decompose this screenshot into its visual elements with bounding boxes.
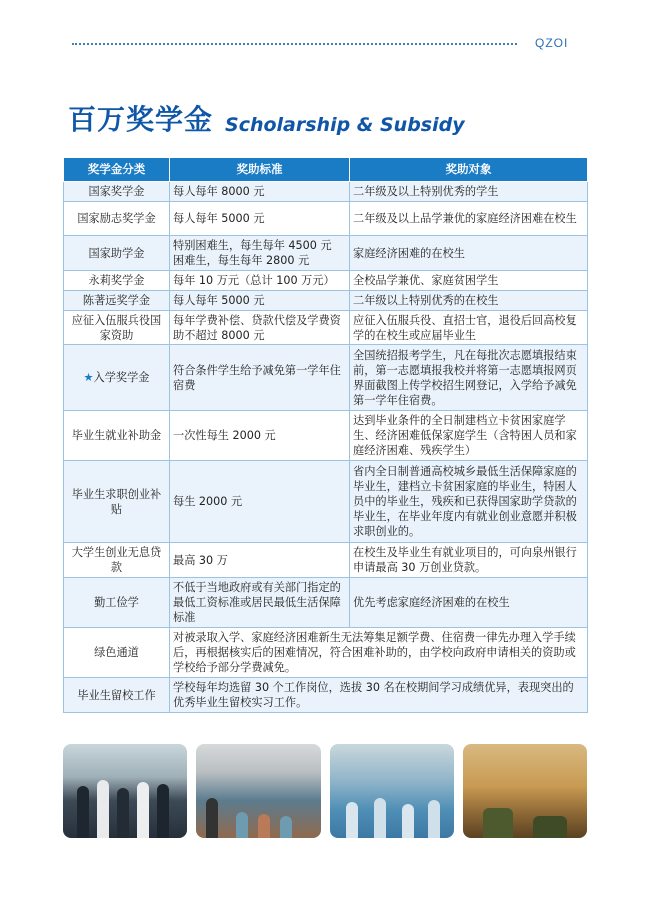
row-name: 毕业生就业补助金: [64, 411, 170, 461]
row-name: [64, 345, 170, 411]
table-row: [64, 291, 588, 311]
row-name: 国家奖学金: [64, 182, 170, 202]
row-target: 应征入伍服兵役、直招士官，退役后回高校复学的在校生或应届毕业生: [350, 311, 588, 345]
row-standard: 最高 30 万: [170, 543, 350, 578]
students-in-library-photo: [63, 744, 187, 838]
table-row: [64, 311, 588, 345]
row-target: 全校品学兼优、家庭贫困学生: [350, 271, 588, 291]
row-name-text: 入学奖学金: [93, 371, 150, 384]
row-standard: 每人每年 5000 元: [170, 291, 350, 311]
row-name: 毕业生求职创业补贴: [64, 461, 170, 543]
header-standard: 奖助标准: [170, 158, 350, 182]
row-name: 国家励志奖学金: [64, 202, 170, 236]
star-icon: ★: [83, 371, 94, 384]
row-name: 永莉奖学金: [64, 271, 170, 291]
table-row: [64, 628, 588, 678]
row-standard: 每生 2000 元: [170, 461, 350, 543]
scholarship-table: [63, 157, 588, 713]
row-name: 毕业生留校工作: [64, 678, 170, 713]
military-training-photo: [463, 744, 587, 838]
row-target: 优先考虑家庭经济困难的在校生: [350, 578, 588, 628]
table-row: [64, 678, 588, 713]
row-target: 二年级及以上品学兼优的家庭经济困难在校生: [350, 202, 588, 236]
photo-strip: [63, 744, 587, 838]
row-standard: 不低于当地政府或有关部门指定的最低工资标准或居民最低生活保障标准: [170, 578, 350, 628]
table-row: [64, 543, 588, 578]
row-merged-content: 对被录取入学、家庭经济困难新生无法筹集足额学费、住宿费一律先办理入学手续后，再根据核实后的困难情况，符合困难补助的，由学校向政府申请相关的资助或学校给予部分学费减免。: [170, 628, 588, 678]
header-category: 奖学金分类: [64, 158, 170, 182]
row-target: 全国统招报考学生，凡在每批次志愿填报结束前，第一志愿填报我校并将第一志愿填报网页界面截图上传学校招生网登记，入学给予减免第一学年住宿费。: [350, 345, 588, 411]
row-standard: 一次性每生 2000 元: [170, 411, 350, 461]
table-row: [64, 578, 588, 628]
row-name: 国家助学金: [64, 236, 170, 271]
row-name: 大学生创业无息贷款: [64, 543, 170, 578]
table-row: [64, 345, 588, 411]
table-header-row: [64, 158, 588, 182]
row-standard: 每人每年 8000 元: [170, 182, 350, 202]
title-english: Scholarship & Subsidy: [225, 114, 465, 136]
row-standard: 符合条件学生给予减免第一学年住宿费: [170, 345, 350, 411]
header-dotted-line: [72, 43, 517, 45]
table-row: [64, 271, 588, 291]
table-row: [64, 411, 588, 461]
row-standard: 每年 10 万元（总计 100 万元）: [170, 271, 350, 291]
row-standard: 每年学费补偿、贷款代偿及学费资助不超过 8000 元: [170, 311, 350, 345]
header-target: 奖助对象: [350, 158, 588, 182]
row-target: 省内全日制普通高校城乡最低生活保障家庭的毕业生，建档立卡贫困家庭的毕业生，特困人员中的毕业生，残疾和已获得国家助学贷款的毕业生，在毕业年度内有就业创业意愿并积极求职创业的。: [350, 461, 588, 543]
row-name: 勤工俭学: [64, 578, 170, 628]
students-dancing-photo: [330, 744, 454, 838]
row-target: 二年级及以上特别优秀的学生: [350, 182, 588, 202]
row-target: 达到毕业条件的全日制建档立卡贫困家庭学生、经济困难低保家庭学生（含特困人员和家庭经济困难、残疾学生）: [350, 411, 588, 461]
row-standard: 特别困难生，每生每年 4500 元 困难生，每生每年 2800 元: [170, 236, 350, 271]
row-target: 在校生及毕业生有就业项目的，可向泉州银行申请最高 30 万创业贷款。: [350, 543, 588, 578]
row-standard: 每人每年 5000 元: [170, 202, 350, 236]
row-name: 绿色通道: [64, 628, 170, 678]
table-row: [64, 202, 588, 236]
table-row: [64, 461, 588, 543]
table-row: [64, 182, 588, 202]
row-name: 陈著远奖学金: [64, 291, 170, 311]
row-target: 二年级以上特别优秀的在校生: [350, 291, 588, 311]
row-name: 应征入伍服兵役国家资助: [64, 311, 170, 345]
row-merged-content: 学校每年均选留 30 个工作岗位，选拔 30 名在校期间学习成绩优异，表现突出的优秀毕业生留校实习工作。: [170, 678, 588, 713]
students-in-classroom-photo: [196, 744, 320, 838]
title-chinese: 百万奖学金: [68, 103, 214, 136]
table-row: [64, 236, 588, 271]
brand-logo: QZOI: [535, 36, 569, 50]
page-title: [68, 98, 465, 138]
row-target: 家庭经济困难的在校生: [350, 236, 588, 271]
